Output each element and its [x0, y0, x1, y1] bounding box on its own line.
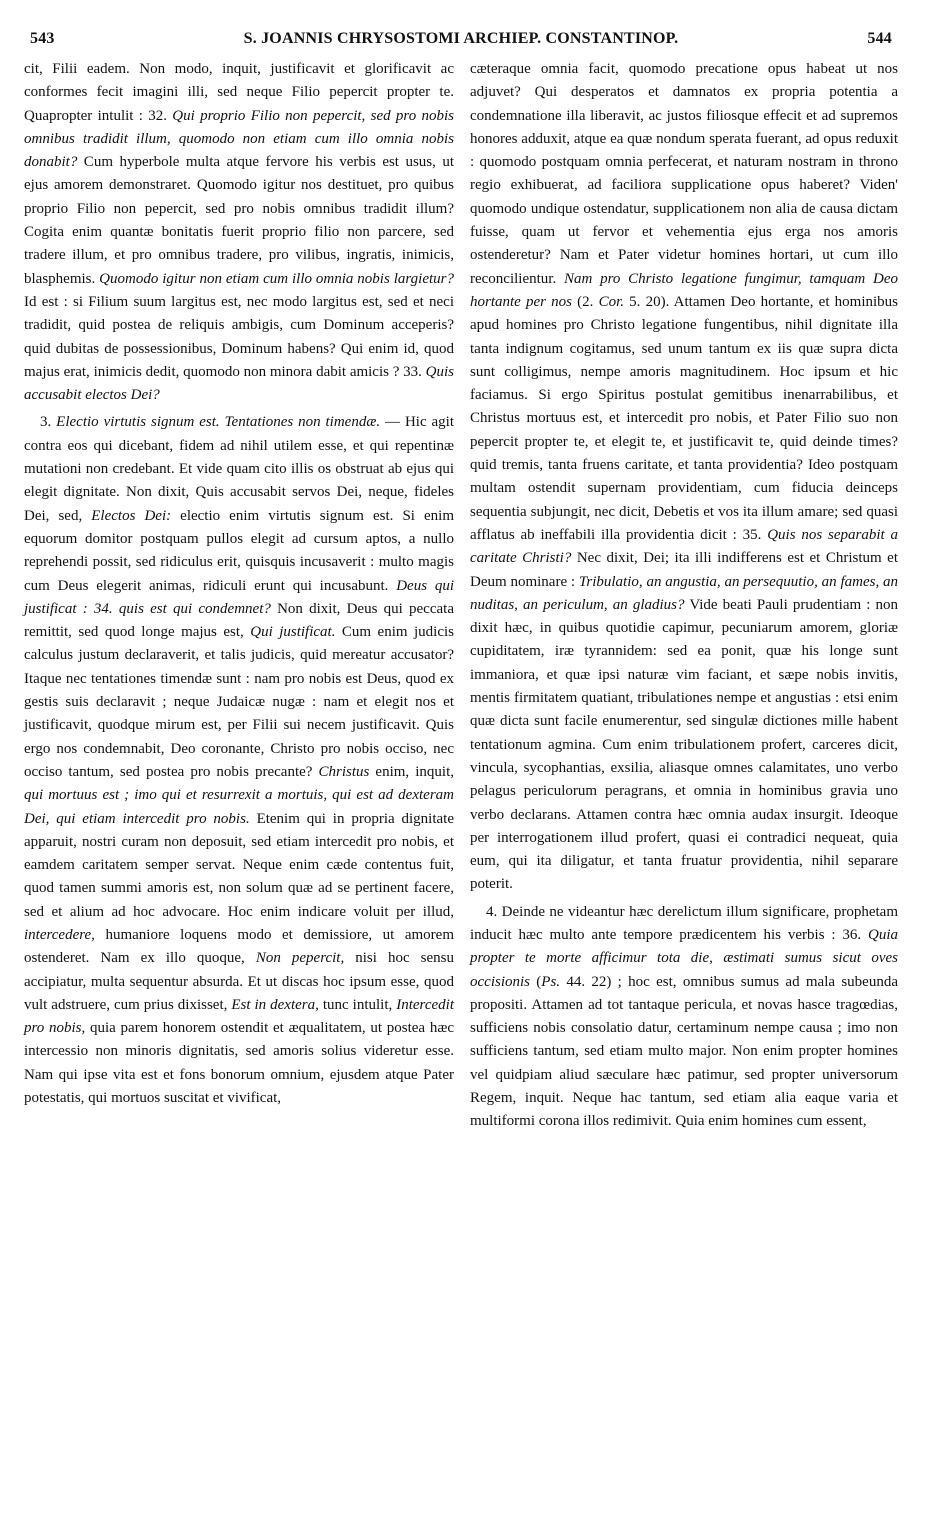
text-run: Vide beati Pauli prudentiam : non dixit hæc, in quibus quotidie capimur, pecuniarum amorem, gloriæ cupiditatem, iræ tyrannidem: sed ea ponit, quæ his longe sunt immaniora, et quæ ipsi naturæ vim faciant, et sæpe nobis invitis, mentis firmitatem quatiant, tribulationes nempe et angustias : etsi enim quæ dicta sunt facile enumerentur, sed singulæ dictiones mille habent tentationum agmina. Cum enim tribulationem profert, carceres dicit, vincula, sycophantias, exsilia, aliasque omnes calamitates, uno verbo pelagus periculorum peragrans, et omnia in hominibus gravia uno verbo declarans. Attamen contra hæc omnia audax insurgit. Ideoque per interrogationem illud profert, quasi ei contradici nequeat, quia eum, qui ita diligatur, et tanta fruatur providentia, nihil separare poterit. [470, 596, 898, 893]
text-run: 4. Deinde ne videantur hæc derelictum illum significare, prophetam inducit hæc multo ante tempore prædicentem his verbis : 36. [470, 903, 898, 943]
page-number-right: 544 [867, 30, 892, 47]
text-run: tunc intulit, [318, 996, 397, 1013]
text-run: 44. 22) ; hoc est, omnibus sumus ad mala subeunda propositi. Attamen ad tot tantaque pericula, et novas hasce tragœdias, sufficiens nobis consolatio datur, certaminum nempe causa ; imo non sufficiens tantum, sed etiam multo major. Non enim propter homines vel quidpiam aliud sæculare hæc patimur, sed propter universorum Regem, inquit. Neque hac tantum, sed etiam alia eaque varia et multiformi corona illos redimivit. Quia enim homines cum essent, [470, 973, 898, 1130]
text-run: Cum hyperbole multa atque fervore his verbis est usus, ut ejus amorem demonstraret. Quomodo igitur nos destituet, pro quibus proprio Filio non pepercit, sed pro nobis omnibus tradidit illum? Cogita enim quantæ bonitatis fuerit proprio filio non parcere, sed tradere illum, et pro omnibus tradere, pro vilibus, ingratis, inimicis, blasphemis. [24, 154, 454, 287]
text-run: 5. 20). Attamen Deo hortante, et hominibus apud homines pro Christo legatione fungentibus, nihil dignitate illa tanta indignum cogitamus, sed unum tantum ex iis quæ supra dicta sunt colligimus, nempe amoris magnitudinem. Hoc ipsum et hic faciamus. Si ergo Spiritus postulat gemitibus inenarrabilibus, et Christus mortuus est, et intercedit pro nobis, et Pater Filio suo non pepercit propter te, et elegit te, et justificavit te, quid deinde times? quid tremis, tanta fruens caritate, et tanta providentia? Ideo postquam multam ostendit supernam providentiam, cum fiducia deinceps sequentia subjungit, nec dicit, Debetis et vos ita illum amare; sed quasi afflatus ab ineffabili illa providentia dicit : 35. [470, 293, 898, 543]
left-column [24, 58, 454, 1110]
italic-run: Cor. [598, 293, 624, 310]
italic-run: qui mortuus est ; imo qui et resurrexit a mortuis, qui est ad dexteram Dei, qui etiam intercedit pro nobis. [24, 787, 454, 827]
text-run: enim, inquit, [369, 763, 454, 780]
text-run: 3. [40, 414, 57, 431]
text-run: cæteraque omnia facit, quomodo precatione opus habeat ut nos adjuvet? Qui desperatos et damnatos ex propria potentia a condemnatione illa liberavit, ac justos filiosque effecit et ad supremos honores adduxit, atque ea quæ nondum sperata fuerant, ad opus reduxit : quomodo postquam omnia perfecerat, et naturam nostram in throno regio exhibuerat, ad faciliora supplicatione opus haberet? Viden' quomodo undique ostendatur, supplicationem non alia de causa dictam fuisse, quam ut fervor et vehementia ejus erga nos amoris ostenderetur? Nam et Pater videtur homines hortari, ut cum illo reconcilientur. [470, 61, 898, 287]
italic-run: Ps. [541, 973, 561, 990]
italic-run: Nam pro Christo legatione fungimur, tamquam Deo hortante per nos [470, 270, 898, 310]
italic-run: Quomodo igitur non etiam cum illo omnia nobis largietur? [99, 270, 454, 287]
italic-run: Electio virtutis signum est. Tentationes non timendæ. [56, 414, 381, 431]
italic-run: Christus [318, 763, 370, 780]
text-run: quia parem honorem ostendit et æqualitatem, ut postea hæc intercessio non minoris dignitatis, sed amoris solius videretur esse. Nam qui ipse vita est et fons bonorum omnium, ejusdem atque Pater potestatis, qui mortuos suscitat et vivificat, [24, 1020, 454, 1107]
text-run: Id est : si Filium suum largitus est, nec modo largitus est, sed et neci tradidit, quid postea de reliquis ambigis, cum Dominum acceperis? quid dubitas de possessionibus, Dominum habens? Qui enim id, quod majus erat, inimicis dedit, quomodo non minora dabit amicis ? 33. [24, 293, 454, 380]
italic-run: Est in dextera, [231, 996, 319, 1013]
italic-run: Qui proprio Filio non pepercit, sed pro nobis omnibus tradidit illum, quomodo non etiam cum illo omnia nobis donabit? [24, 107, 455, 171]
text-run: Nec dixit, Dei; ita illi indifferens est et Christum et Deum nominare : [470, 550, 899, 590]
italic-run: Intercedit pro nobis, [24, 996, 454, 1037]
italic-run: Qui justificat. [250, 624, 336, 641]
text-run: electio enim virtutis signum est. Si enim equorum domitor postquam pullos elegit ad cursum aptos, a nullo reprehendi possit, sed ridiculus erit, quisquis incusaverit : multo magis cum Deus elegerit animas, ridiculi erunt qui incusabunt. [24, 507, 454, 594]
text-run: cit, Filii eadem. Non modo, inquit, justificavit et glorificavit ac conformes fecit imagini illi, sed neque Filio pepercit propter te. Quapropter intulit : 32. [24, 61, 454, 124]
text-run: Cum enim judicis calculus justum declaraverit, et talis judicis, quid mereatur accusator? Itaque nec tentationes timendæ sunt : nam pro nobis est Deus, quod ex gestis suis declaravit ; neque Judaicæ nugæ : nam et elegit nos et justificavit, quodque mirum est, per Filii sui necem justificavit. Quis ergo nos condemnabit, Deo coronante, Christo pro nobis occiso, nec occiso tantum, sed postea pro nobis precante? [24, 624, 454, 780]
text-run: Non dixit, Deus qui peccata remittit, sed quod longe majus est, [24, 600, 454, 641]
italic-run: Quis accusabit electos Dei? [24, 363, 454, 404]
running-title: S. JOANNIS CHRYSOSTOMI ARCHIEP. CONSTANTINOP. [243, 30, 679, 47]
italic-run: Tribulatio, an angustia, an persequutio, an fames, an nuditas, an periculum, an gladius? [470, 573, 898, 613]
text-run: — Hic agit contra eos qui dicebant, fidem ad nihil utilem esse, et qui repentinæ mutationi non credebant. Et vide quam cito illis os obstruat ab ejus qui elegit dignitate. Non dixit, Quis accusabit servos Dei, neque, fideles Dei, sed, [24, 414, 455, 524]
paragraph [24, 58, 454, 407]
paragraph [470, 901, 898, 1134]
text-run: (2. [571, 293, 599, 310]
text-run: humaniore loquens modo et demissiore, ut amorem ostenderet. Nam ex illo quoque, [24, 926, 454, 967]
running-header [30, 30, 892, 52]
italic-run: Non pepercit, [255, 950, 345, 967]
text-run: ( [530, 973, 542, 990]
italic-run: Electos Dei: [91, 507, 172, 524]
text-run: nisi hoc sensu accipiatur, multa sequentur absurda. Et ut discas hoc ipsum esse, quod vult adstruere, cum prius dixisset, [24, 950, 455, 1013]
right-column [470, 58, 898, 1134]
page-number-left: 543 [30, 30, 55, 47]
italic-run: Quia propter te morte afficimur tota die, æstimati sumus sicut oves occisionis [470, 926, 898, 990]
italic-run: Deus qui justificat : 34. quis est qui condemnet? [24, 577, 454, 617]
italic-run: intercedere, [24, 926, 95, 943]
paragraph [470, 58, 898, 897]
paragraph [24, 411, 454, 1110]
text-run: Etenim qui in propria dignitate apparuit, nostri curam non deposuit, sed etiam intercedit pro nobis, et eamdem caritatem semper servat. Neque enim cæde contentus fuit, quod tamen summi amoris est, non solum quæ ad se pertinent facere, sed et alium ad hoc advocare. Hoc enim indicare voluit per illud, [24, 810, 454, 920]
italic-run: Quis nos separabit a caritate Christi? [470, 526, 899, 567]
